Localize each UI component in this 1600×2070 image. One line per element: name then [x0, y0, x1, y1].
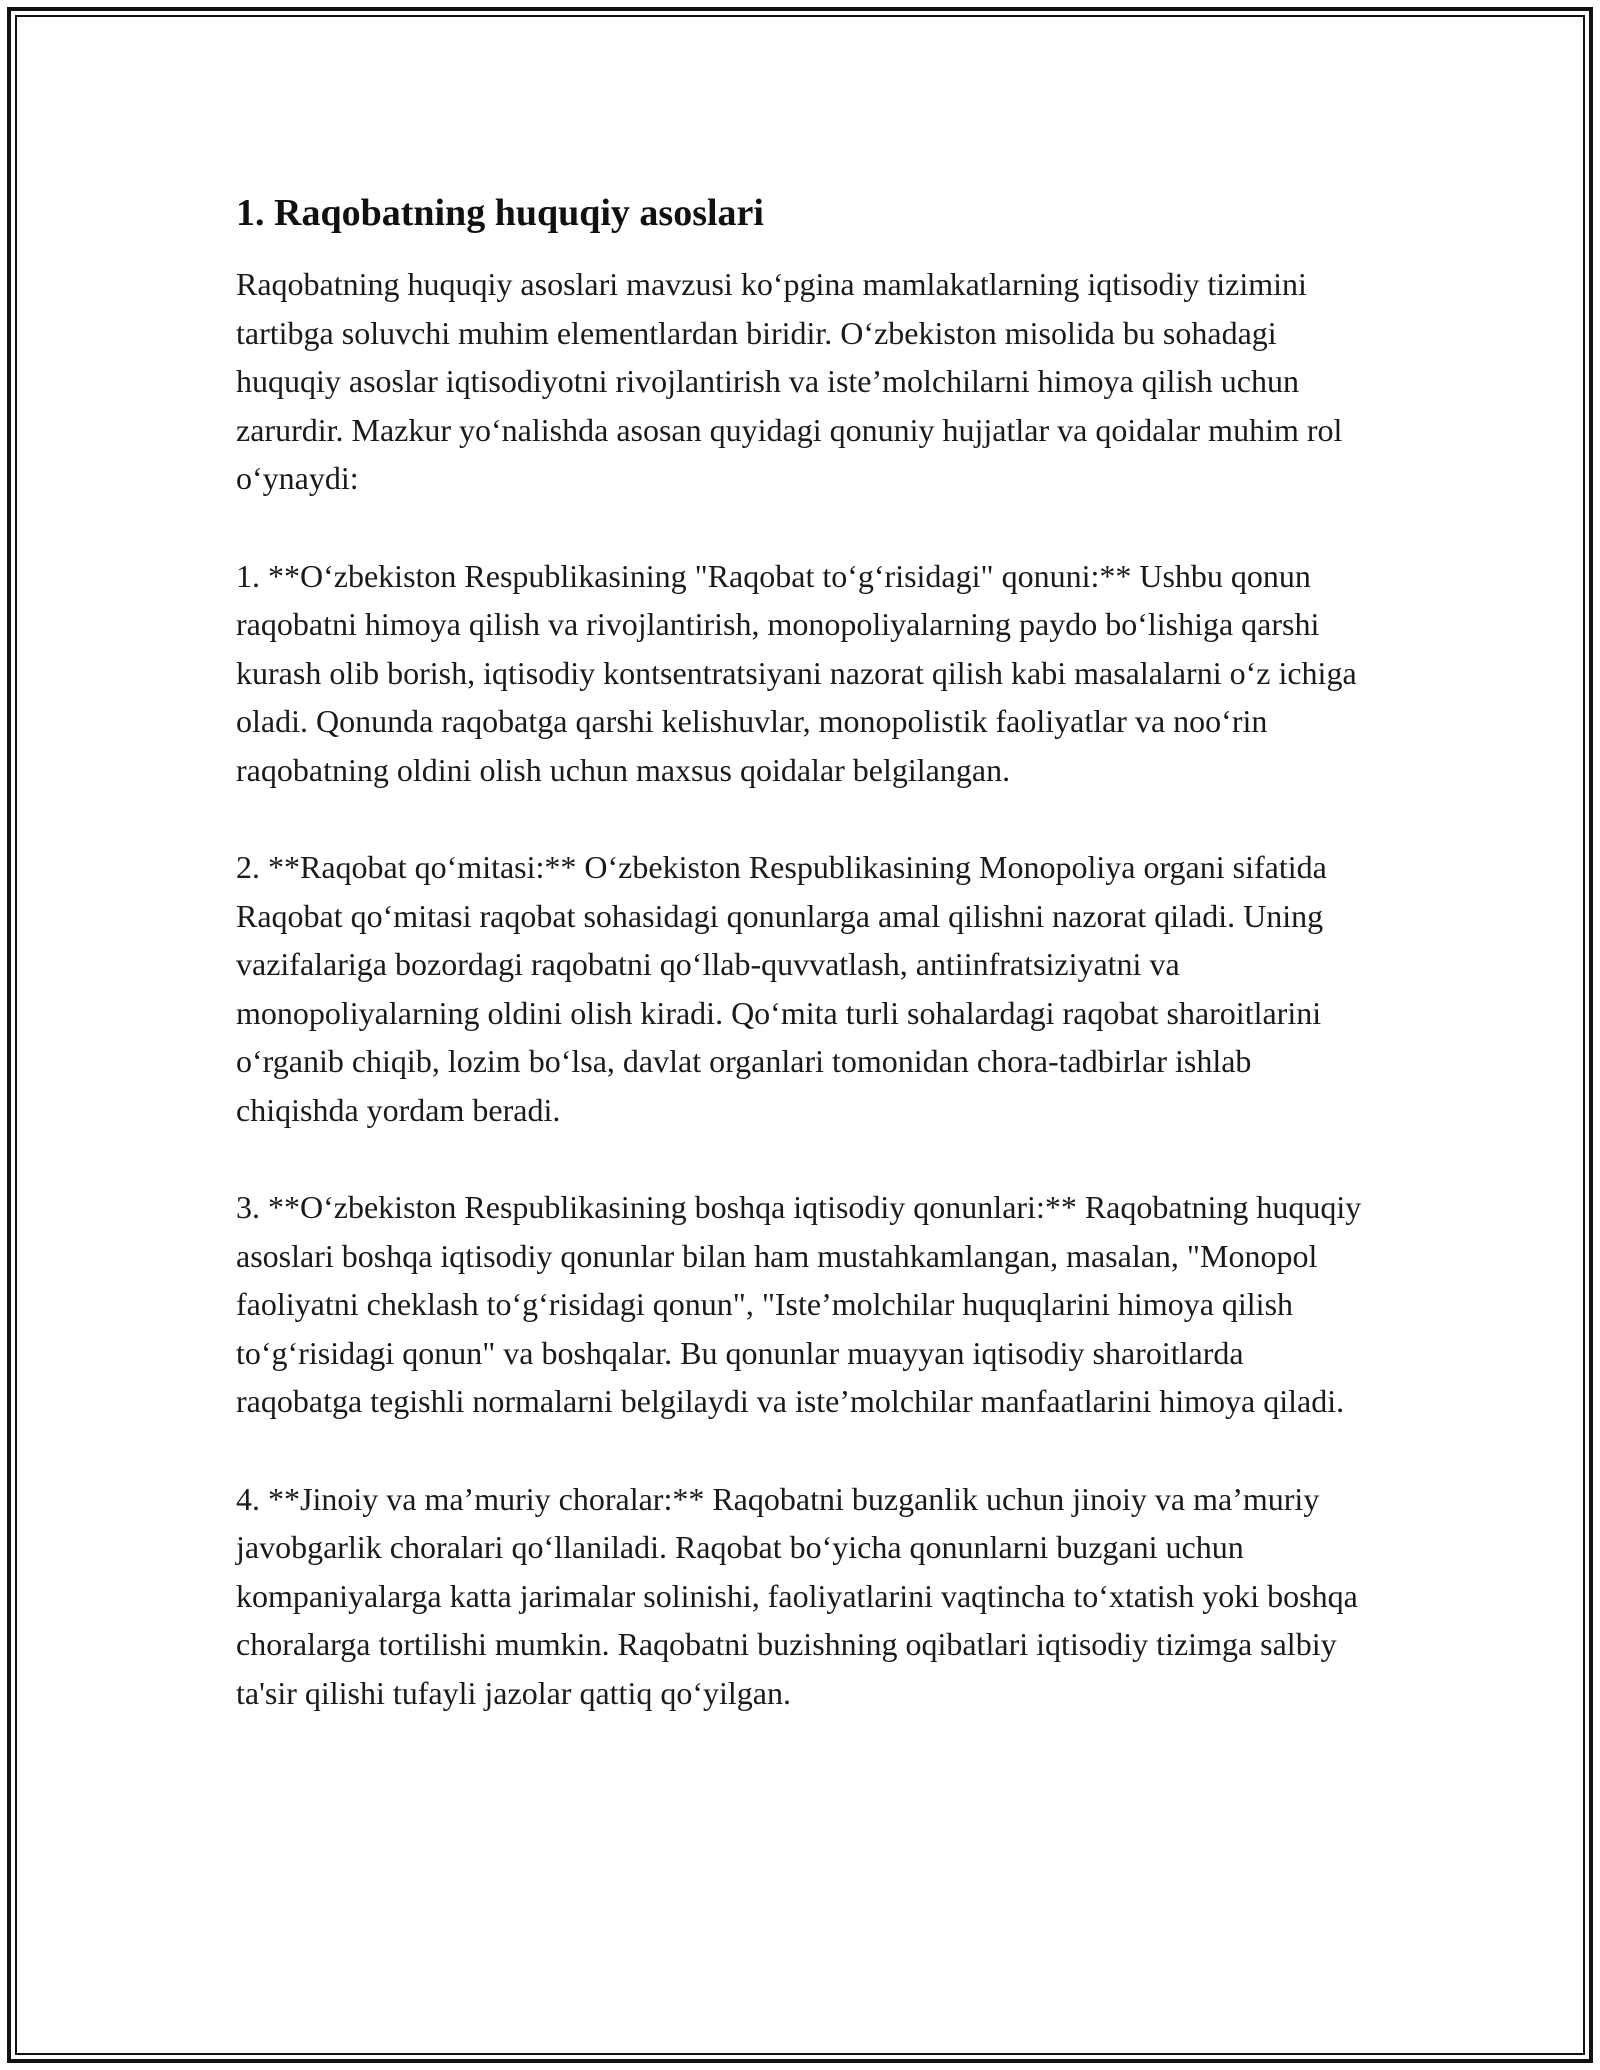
- item-1-competition-law: 1. **O‘zbekiston Respublikasining "Raqobat to‘g‘risidagi" qonuni:** Ushbu qonun raqobatni himoya qilish va rivojlantirish, monopoliyalarning paydo bo‘lishiga qarshi kurash olib borish, iqtisodiy kontsentratsiyani nazorat qilish kabi masalalarni o‘z ichiga oladi. Qonunda raqobatga qarshi kelishuvlar, monopolistik faoliyatlar va noo‘rin raqobatning oldini olish uchun maxsus qoidalar belgilangan.: [236, 557, 1357, 788]
- item-2-competition-committee: 2. **Raqobat qo‘mitasi:** O‘zbekiston Respublikasining Monopoliya organi sifatida Raqobat qo‘mitasi raqobat sohasidagi qonunlarga amal qilishni nazorat qiladi. Uning vazifalariga bozordagi raqobatni qo‘llab-quvvatlash, antiinfratsiziyatni va monopoliyalarning oldini olish kiradi. Qo‘mita turli sohalardagi raqobat sharoitlarini o‘rganib chiqib, lozim bo‘lsa, davlat organlari tomonidan chora-tadbirlar ishlab chiqishda yordam beradi.: [236, 849, 1327, 1128]
- document-title: 1. Raqobatning huquqiy asoslari: [236, 192, 764, 234]
- item-4-criminal-administrative-measures: 4. **Jinoiy va ma’muriy choralar:** Raqobatni buzganlik uchun jinoiy va ma’muriy javobgarlik choralari qo‘llaniladi. Raqobat bo‘yicha qonunlarni buzgani uchun kompaniyalarga katta jarimalar solinishi, faoliyatlarini vaqtincha to‘xtatish yoki boshqa choralarga tortilishi mumkin. Raqobatni buzishning oqibatlari iqtisodiy tizimga salbiy ta'sir qilishi tufayli jazolar qattiq qo‘yilgan.: [236, 1480, 1358, 1711]
- item-3-other-economic-laws: 3. **O‘zbekiston Respublikasining boshqa iqtisodiy qonunlari:** Raqobatning huquqiy asoslari boshqa iqtisodiy qonunlar bilan ham mustahkamlangan, masalan, "Monopol faoliyatni cheklash to‘g‘risidagi qonun", "Iste’molchilar huquqlarini himoya qilish to‘g‘risidagi qonun" va boshqalar. Bu qonunlar muayyan iqtisodiy sharoitlarda raqobatga tegishli normalarni belgilaydi va iste’molchilar manfaatlarini himoya qiladi.: [236, 1189, 1362, 1419]
- intro-paragraph: Raqobatning huquqiy asoslari mavzusi ko‘pgina mamlakatlarning iqtisodiy tizimini tartibga soluvchi muhim elementlardan biridir. O‘zbekiston misolida bu sohadagi huquqiy asoslar iqtisodiyotni rivojlantirish va iste’molchilarni himoya qilish uchun zarurdir. Mazkur yo‘nalishda asosan quyidagi qonuniy hujjatlar va qoidalar muhim rol o‘ynaydi:: [236, 266, 1343, 496]
- document-body: [236, 186, 1376, 1766]
